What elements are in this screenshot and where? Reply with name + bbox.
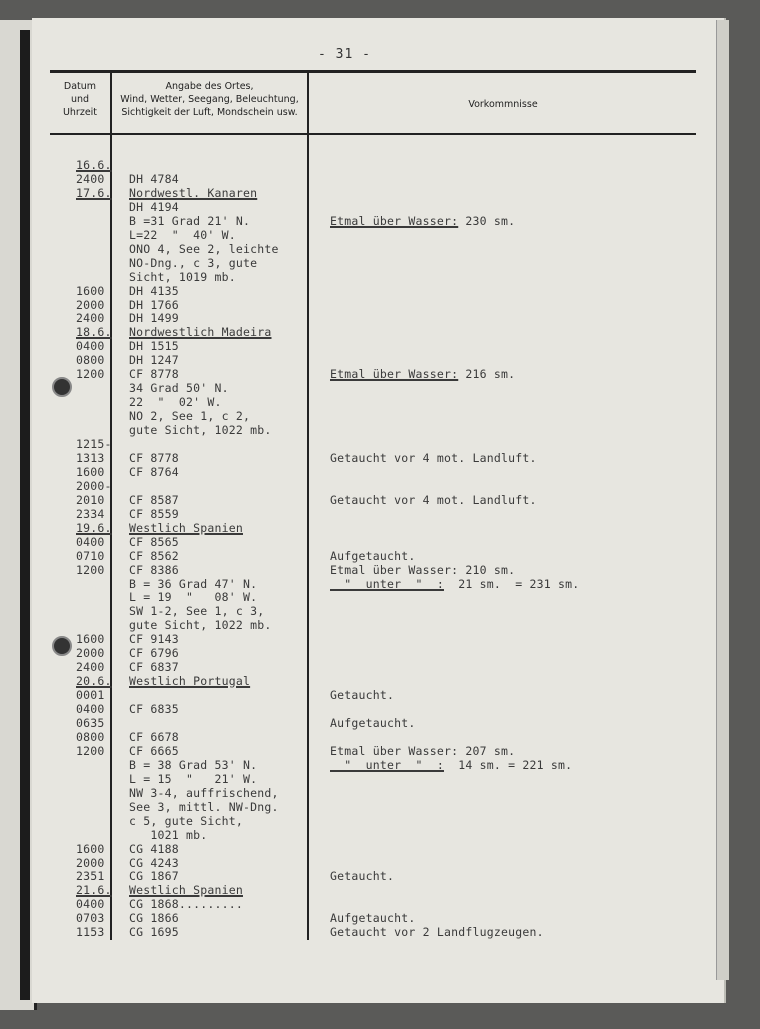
log-position: CG 4243 (129, 855, 179, 870)
log-time: 2400 (76, 311, 105, 326)
log-time: 0400 (76, 702, 105, 717)
page-right-edge (716, 20, 729, 980)
header-bottom-rule (50, 133, 696, 135)
log-position: DH 1766 (129, 297, 179, 312)
log-position: L=22 " 40' W. (129, 227, 236, 242)
page-number: - 31 - (318, 47, 371, 62)
log-position: CF 8778 (129, 450, 179, 465)
log-event: Getaucht vor 2 Landflugzeugen. (330, 925, 544, 940)
header-date-time (52, 80, 108, 119)
log-position: CG 1866 (129, 911, 179, 926)
log-position: CF 9143 (129, 632, 179, 647)
log-position: CF 6835 (129, 702, 179, 717)
log-position: Nordwestlich Madeira (129, 325, 272, 340)
log-event: " unter " : 21 sm. = 231 sm. (330, 576, 580, 591)
log-position: Westlich Spanien (129, 520, 243, 535)
log-position: DH 1515 (129, 339, 179, 354)
log-position: gute Sicht, 1022 mb. (129, 423, 272, 438)
log-position: NW 3-4, auffrischend, (129, 785, 279, 800)
log-position: SW 1-2, See 1, c 3, (129, 604, 265, 619)
log-time: 2351 (76, 869, 105, 884)
log-event-underlined: Etmal über Wasser: (330, 213, 459, 228)
log-position: gute Sicht, 1022 mb. (129, 618, 272, 633)
log-time: 1600 (76, 283, 105, 298)
header-line: Uhrzeit (62, 107, 98, 118)
log-position: CF 8778 (129, 367, 179, 382)
log-position: DH 4194 (129, 199, 179, 214)
log-time: 2400 (76, 171, 105, 186)
log-position: c 5, gute Sicht, (129, 813, 243, 828)
log-position: CG 1867 (129, 869, 179, 884)
log-time: 2334 (76, 506, 105, 521)
log-position: Sicht, 1019 mb. (129, 269, 236, 284)
log-time: 2010 (76, 492, 105, 507)
log-position: Westlich Spanien (129, 883, 243, 898)
log-event: Getaucht vor 4 mot. Landluft. (330, 450, 537, 465)
log-event: Etmal über Wasser: 210 sm. (330, 562, 516, 577)
log-event: Aufgetaucht. (330, 716, 416, 730)
log-event: Aufgetaucht. (330, 548, 416, 563)
log-time: 1200 (76, 743, 105, 758)
header-line: Angabe des Ortes, (165, 81, 254, 92)
log-position: CF 6665 (129, 743, 179, 758)
log-time: 2000- (76, 478, 112, 493)
log-position: 22 " 02' W. (129, 395, 222, 410)
log-time: 0635 (76, 716, 105, 730)
log-position: CF 6837 (129, 660, 179, 675)
log-position: DH 4784 (129, 171, 179, 186)
binder-spine (20, 30, 30, 1000)
log-time: 1215- (76, 437, 112, 451)
header-location-weather (113, 80, 306, 119)
log-position: CF 8565 (129, 534, 179, 549)
punch-hole-upper (52, 377, 72, 397)
log-position: See 3, mittl. NW-Dng. (129, 799, 279, 814)
log-event: Aufgetaucht. (330, 911, 416, 926)
log-position: CF 6678 (129, 729, 179, 744)
log-event: Etmal über Wasser: 230 sm. (330, 213, 516, 228)
log-time: 0001 (76, 688, 105, 703)
log-position: DH 1499 (129, 311, 179, 326)
log-position: L = 19 " 08' W. (129, 590, 258, 605)
log-time: 2400 (76, 660, 105, 675)
log-event: " unter " : 14 sm. = 221 sm. (330, 757, 573, 772)
log-time: 2000 (76, 855, 105, 870)
log-position: 34 Grad 50' N. (129, 381, 229, 396)
header-line: Wind, Wetter, Seegang, Beleuchtung, (120, 94, 299, 105)
header-line: Sichtigkeit der Luft, Mondschein usw. (121, 107, 298, 118)
log-time: 17.6. (76, 185, 112, 200)
log-time: 21.6. (76, 883, 112, 898)
header-events: Vorkommnisse (468, 99, 538, 110)
log-position: 1021 mb. (129, 827, 208, 842)
log-time: 1600 (76, 632, 105, 647)
log-time: 0400 (76, 897, 105, 912)
log-position: CF 8559 (129, 506, 179, 521)
log-position: Nordwestl. Kanaren (129, 185, 258, 200)
log-time: 0710 (76, 548, 105, 563)
log-position: NO 2, See 1, c 2, (129, 409, 251, 424)
log-time: 0703 (76, 911, 105, 926)
punch-hole-lower (52, 636, 72, 656)
column-divider-2 (307, 72, 309, 940)
log-time: 1200 (76, 562, 105, 577)
log-time: 1153 (76, 925, 105, 940)
log-position: ONO 4, See 2, leichte (129, 241, 279, 256)
log-position: CG 1868......... (129, 897, 243, 912)
log-position: CF 8562 (129, 548, 179, 563)
log-time: 0400 (76, 534, 105, 549)
log-time: 1313 (76, 450, 105, 465)
log-position: L = 15 " 21' W. (129, 771, 258, 786)
column-divider-1 (110, 72, 112, 940)
log-event: Getaucht. (330, 869, 395, 884)
log-event: Getaucht. (330, 688, 395, 703)
log-position: NO-Dng., c 3, gute (129, 255, 258, 270)
log-position: CF 8386 (129, 562, 179, 577)
log-position: B = 36 Grad 47' N. (129, 576, 258, 591)
log-time: 0800 (76, 729, 105, 744)
log-position: CF 6796 (129, 646, 179, 661)
log-time: 19.6. (76, 520, 112, 535)
log-time: 2000 (76, 297, 105, 312)
log-event: Etmal über Wasser: 207 sm. (330, 743, 516, 758)
log-time: 1600 (76, 841, 105, 856)
header-top-rule (50, 70, 696, 73)
log-event-underlined: " unter " : (330, 576, 444, 591)
header-line: und (70, 94, 90, 105)
log-position: DH 4135 (129, 283, 179, 298)
log-event-underlined: " unter " : (330, 757, 444, 772)
log-position: CF 8764 (129, 464, 179, 479)
log-position: CG 4188 (129, 841, 179, 856)
log-time: 1200 (76, 367, 105, 382)
log-position: DH 1247 (129, 353, 179, 368)
log-time: 1600 (76, 464, 105, 479)
log-time: 16.6. (76, 158, 112, 172)
log-time: 20.6. (76, 674, 112, 689)
header-line: Datum (63, 81, 97, 92)
log-time: 0800 (76, 353, 105, 368)
log-event: Getaucht vor 4 mot. Landluft. (330, 492, 537, 507)
log-time: 2000 (76, 646, 105, 661)
log-position: Westlich Portugal (129, 674, 251, 689)
log-event: Etmal über Wasser: 216 sm. (330, 367, 516, 382)
log-position: CF 8587 (129, 492, 179, 507)
log-time: 0400 (76, 339, 105, 354)
log-position: B =31 Grad 21' N. (129, 213, 251, 228)
log-event-underlined: Etmal über Wasser: (330, 367, 459, 382)
log-position: CG 1695 (129, 925, 179, 940)
log-time: 18.6. (76, 325, 112, 340)
log-position: B = 38 Grad 53' N. (129, 757, 258, 772)
